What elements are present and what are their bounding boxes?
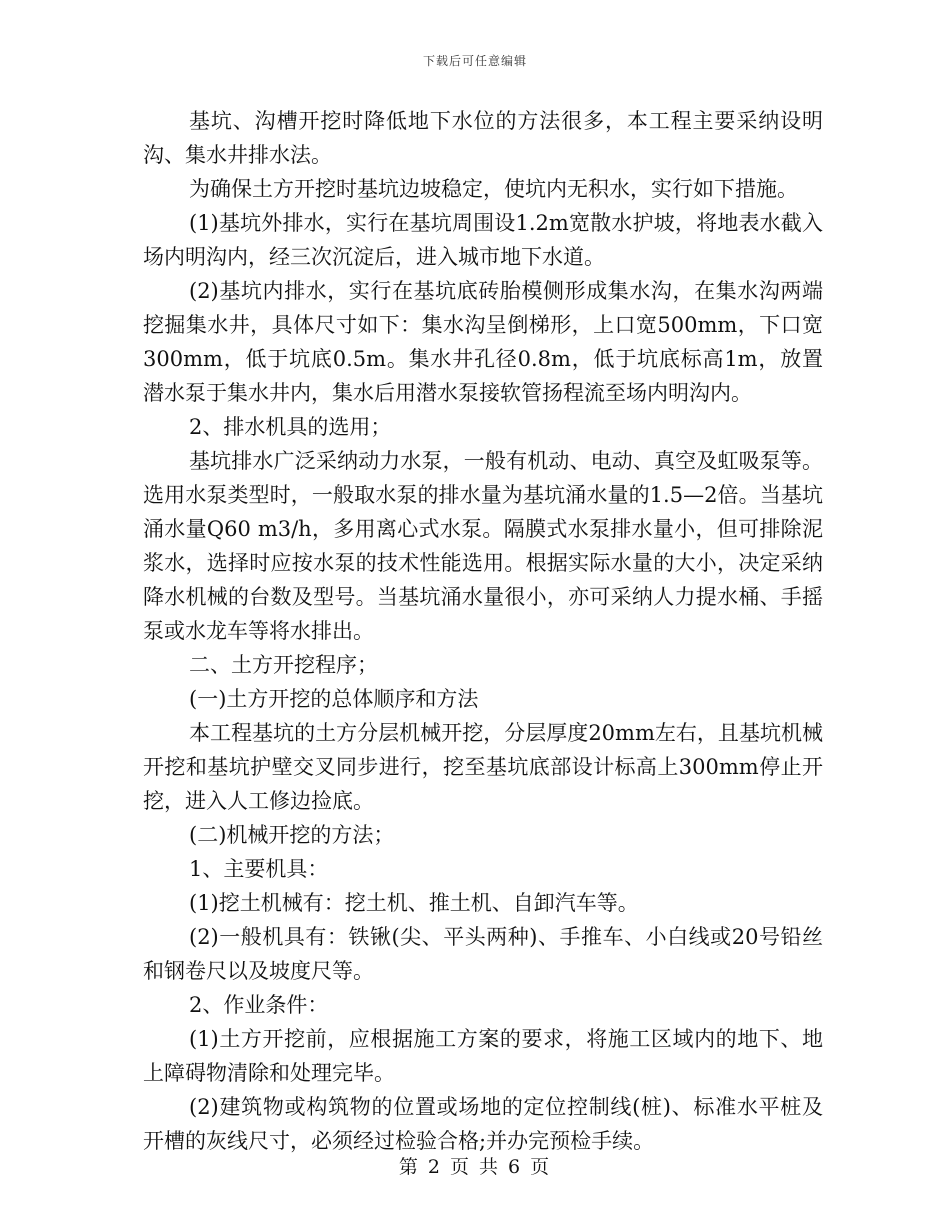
paragraph: 为确保土方开挖时基坑边坡稳定，使坑内无积水，实行如下措施。 [189,177,798,201]
paragraph: (2)一般机具有：铁锹(尖、平头两种)、手推车、小白线或20号铅丝和钢卷尺以及坡度尺等。 [143,925,823,983]
paragraph: (一)土方开挖的总体顺序和方法 [189,687,479,711]
paragraph: 1、主要机具： [189,857,329,881]
document-body [143,104,823,1158]
paragraph: 二、土方开挖程序； [189,653,378,677]
paragraph: 基坑、沟槽开挖时降低地下水位的方法很多，本工程主要采纳设明沟、集水井排水法。 [143,109,823,167]
paragraph: (1)基坑外排水，实行在基坑周围设1.2m宽散水护坡，将地表水截入场内明沟内，经三次沉淀后，进入城市地下水道。 [143,211,823,269]
paragraph: (1)挖土机械有：挖土机、推土机、自卸汽车等。 [189,891,639,915]
page-header: 下载后可任意编辑 [422,54,527,68]
paragraph: (1)土方开挖前，应根据施工方案的要求，将施工区域内的地下、地上障碍物清除和处理完毕。 [143,1027,823,1085]
paragraph: 基坑排水广泛采纳动力水泵，一般有机动、电动、真空及虹吸泵等。选用水泵类型时，一般取水泵的排水量为基坑涌水量的1.5—2倍。当基坑涌水量Q60 m3/h，多用离心式水泵。隔膜式水泵排水量小，但可排除泥浆水，选择时应按水泵的技术性能选用。根据实际水量的大小，决定采纳降水机械的台数及型号。当基坑涌水量很小，亦可采纳人力提水桶、手摇泵或水龙车等将水排出。 [143,449,823,643]
paragraph: 2、排水机具的选用； [189,415,392,439]
page-number-footer: 第 2 页 共 6 页 [398,1156,552,1178]
paragraph: 2、作业条件： [189,993,329,1017]
paragraph: (2)建筑物或构筑物的位置或场地的定位控制线(桩)、标准水平桩及开槽的灰线尺寸，必须经过检验合格;并办完预检手续。 [143,1095,823,1153]
paragraph: (2)基坑内排水，实行在基坑底砖胎模侧形成集水沟，在集水沟两端挖掘集水井，具体尺寸如下：集水沟呈倒梯形，上口宽500mm，下口宽300mm，低于坑底0.5m。集水井孔径0.8m，低于坑底标高1m，放置潜水泵于集水井内，集水后用潜水泵接软管扬程流至场内明沟内。 [143,279,823,405]
paragraph: (二)机械开挖的方法； [189,823,395,847]
paragraph: 本工程基坑的土方分层机械开挖，分层厚度20mm左右，且基坑机械开挖和基坑护壁交叉同步进行，挖至基坑底部设计标高上300mm停止开挖，进入人工修边捡底。 [143,721,823,813]
